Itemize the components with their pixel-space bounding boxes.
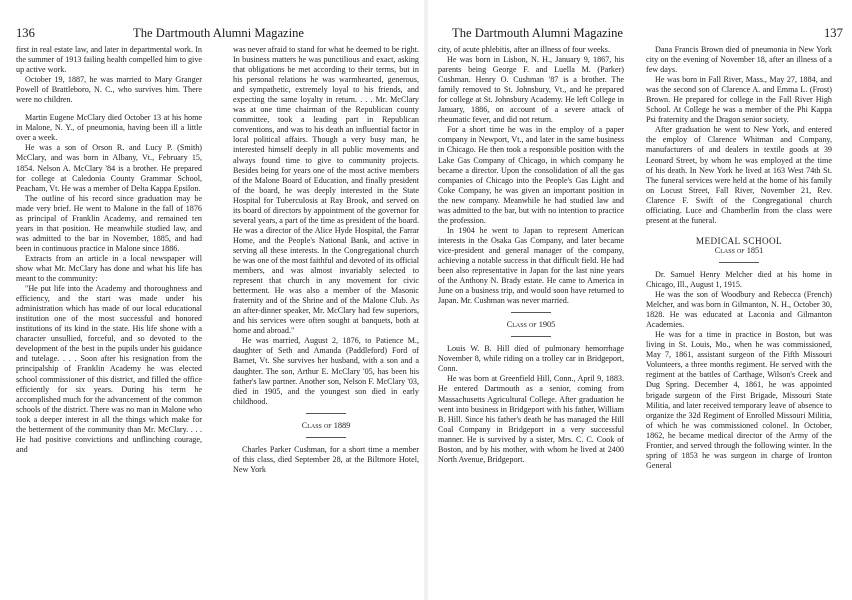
right-page [428, 0, 852, 600]
paragraph: The outline of his record since graduation may be made very brief. He went to Malone in the fall of 1876 as principal of Franklin Academy, and remained ten years in that position. He meanwhile studied law, and was admitted to the bar in November, 1885, and had been in continuous practice in Malone since 1886. [16, 193, 202, 253]
paragraph: Louis W. B. Hill died of pulmonary hemorrhage November 8, while riding on a trolley car in Bridgeport, Conn. [438, 344, 624, 374]
paragraph: After graduation he went to New York, and entered the employ of Clarence Whitman and Company, manufacturers of and dealers in textile goods at 39 Leonard Street, by whom he was employed at the time of his death. In New York he lived at 163 West 74th St. The funeral services were held at the home of his family on Locust Street, Fall River, November 21, Rev. Clarence F. Swift of the Congregational church officiating. Luce and Chamberlin from the class were present at the funeral. [646, 125, 832, 225]
paragraph: He was married, August 2, 1876, to Patience M., daughter of Seth and Amanda (Paddleford) Ford of Barnet, Vt. She survives her husband, with a son and a daughter. The son, Arthur E. McClary '05, has been his father's law partner. Another son, Nelson F. McClary '03, died in 1905, and the youngest son died in early childhood. [233, 336, 419, 406]
paragraph: city, of acute phlebitis, after an illness of four weeks. [438, 45, 610, 54]
left-column-2 [233, 45, 419, 598]
paragraph: was never afraid to stand for what he deemed to be right. In business matters he was punctilious and exact, asking that obligations be met according to their terms, but in his personal relations he was warmhearted, generous, and sympathetic, extremely loyal to his friends, and expecting the same loyalty in return. . . . Mr. McClary was at one time chairman of the Republican county committee, took a leading part in Republican conventions, and was to his death an influential factor in local political affairs. Though a very busy man, he interested himself deeply in all public movements and always found time to give to community projects. Besides being for years one of the most active members of the Malone Board of Education, and finally president of the board, he was deeply interested in the State Hospital for Tuberculosis at Ray Brook, and served on its board of directors by appointment of the governor for several years, a part of the time as president of the board. He was a director of the Alice Hyde Hospital, the Farrar Home, and the People's National Bank, and active in serving all these interests. In the Congregational church he was one of the most faithful and devoted of its official members, and was almost invariably selected to represent that church in any movement for civic betterment. He was also a member of the Masonic fraternity and of the Shrine and of the Malone Club. As an after-dinner speaker, Mr. McClary had few superiors, and his services were often sought at banquets, both at home and abroad." [233, 45, 419, 336]
paragraph: Extracts from an article in a local newspaper will show what Mr. McClary has done and what his life has meant to the community: [16, 253, 202, 284]
section-rule [511, 336, 551, 337]
right-column-2 [646, 45, 832, 598]
right-column-1 [438, 45, 624, 598]
paragraph: Charles Parker Cushman, for a short time a member of this class, died September 28, at the Biltmore Hotel, New York [233, 444, 419, 474]
right-page-number: 137 [824, 26, 843, 40]
paragraph: October 19, 1887, he was married to Mary Granger Powell of Brattleboro, N. C., who survives him. There were no children. [16, 75, 202, 105]
section-rule [306, 413, 346, 414]
paragraph: Dana Francis Brown died of pneumonia in New York city on the evening of November 18, after an illness of a few days. [646, 45, 832, 75]
quoted-paragraph: "He put life into the Academy and thoroughness and efficiency, and the start was made under his administration which has made of our local educational institution one of the most successful and honored institutions of its kind in the state. His life shone with a character unsullied, forceful, and so devoted to the development of the best in the pupils under his guidance and tutelage. . . . Soon after his resignation from the principalship of Franklin Academy he was elected school commissioner of this district, and filled the office efficiently for six years. During his term he accomplished much for the advancement of the common schools of the district. There was no man in Malone who took a deeper interest in all the things which make for the betterment of the community than Mr. McClary. . . . He had positive convictions and unflinching courage, and [16, 284, 202, 454]
paragraph: In 1904 he went to Japan to represent American interests in the Osaka Gas Company, and later became vice-president and general manager of the company, achieving a notable success in that difficult field. He had been also representative in Japan for the last nine years of the Anthony N. Brady estate. He came to America in June on a business trip, and would soon have returned to Japan. Mr. Cushman was never married. [438, 225, 624, 306]
class-heading: Class of 1851 [714, 245, 764, 255]
left-running-title: The Dartmouth Alumni Magazine [133, 26, 305, 40]
class-heading: Class of 1905 [506, 320, 556, 330]
paragraph: For a short time he was in the employ of a paper company in Newport, Vt., and later in the same business in Chicago. He then took a responsible position with the Lake Gas Company of Chicago, in which company he became a director. Upon the consolidation of all the gas companies of Chicago into the People's Gas Light and Coke Company, he was given an important position in the new company. Meanwhile he had studied law and was admitted to the bar, but with no intention to practice the profession. [438, 125, 624, 225]
section-rule [306, 437, 346, 438]
paragraph: He was born in Lisbon, N. H., January 9, 1867, his parents being George F. and Luella M. (Parker) Cushman. Henry O. Cushman '87 is a brother. The family removed to St. Johnsbury, Vt., and he prepared for college at St. Johnsbury Academy. He left College in January, 1886, on account of a severe attack of rheumatic fever, and did not return. [438, 55, 624, 125]
paragraph: He was the son of Woodbury and Rebecca (French) Melcher, and was born in Gilmanton, N. H., October 30, 1828. He was educated at Laconia and Gilmanton Academies. [646, 290, 832, 330]
paragraph: Dr. Samuel Henry Melcher died at his home in Chicago, Ill., August 1, 1915. [646, 269, 832, 289]
section-rule [511, 312, 551, 313]
left-page [0, 0, 424, 600]
section-heading-medical-school: MEDICAL SCHOOL [695, 235, 783, 246]
section-rule [719, 262, 759, 263]
paragraph: first in real estate law, and later in departmental work. In the summer of 1913 failing health compelled him to give up active work. [16, 45, 202, 75]
left-page-number: 136 [16, 26, 35, 40]
left-column-1 [16, 45, 202, 598]
right-running-title: The Dartmouth Alumni Magazine [452, 26, 624, 40]
class-heading: Class of 1889 [301, 420, 351, 430]
paragraph: He was for a time in practice in Boston, but was living in St. Louis, Mo., when he was commissioned, May 7, 1861, assistant surgeon of the Fifth Missouri Volunteers, a three months regiment. He served with the regiment at the battles of Carthage, Wilson's Creek and Dug Spring. December 4, 1861, he was appointed brigade surgeon of the First Brigade, Missouri State Militia, and later received temporary leave of absence to organize the 32d Regiment of Enrolled Missouri Militia, of which he was commissioned colonel. In October, 1862, he became medical director of the Army of the Frontier, and served through the following winter. In the spring of 1853 he was surgeon in charge of Ironton General [646, 330, 832, 470]
paragraph: He was born in Fall River, Mass., May 27, 1884, and was the second son of Clarence A. and Emma L. (Frost) Brown. He prepared for college in the Fall River High School. At College he was a member of the Phi Kappa Psi fraternity and the Dragon senior society. [646, 75, 832, 125]
paragraph: He was a son of Orson R. and Lucy P. (Smith) McClary, and was born in Albany, Vt., February 15, 1854. Nelson A. McClary '84 is a brother. He prepared for college at Caledonia County Grammar School, Peacham, Vt. He was a member of Delta Kappa Epsilon. [16, 143, 202, 193]
paragraph: Martin Eugene McClary died October 13 at his home in Malone, N. Y., of pneumonia, having been ill a little over a week. [16, 113, 202, 143]
paragraph: He was born at Greenfield Hill, Conn., April 9, 1883. He entered Dartmouth as a senior, coming from Massachusetts Agricultural College. After graduation he went into business in Bridgeport with his father, William B. Hill. Since his father's death he has managed the Hill Coal Company in Bridgeport in a very successful manner. He is survived by a sister, Mrs. C. C. Cook of Boston, and by his mother, with whom he lived at 2400 North Avenue, Bridgeport. [438, 374, 624, 464]
